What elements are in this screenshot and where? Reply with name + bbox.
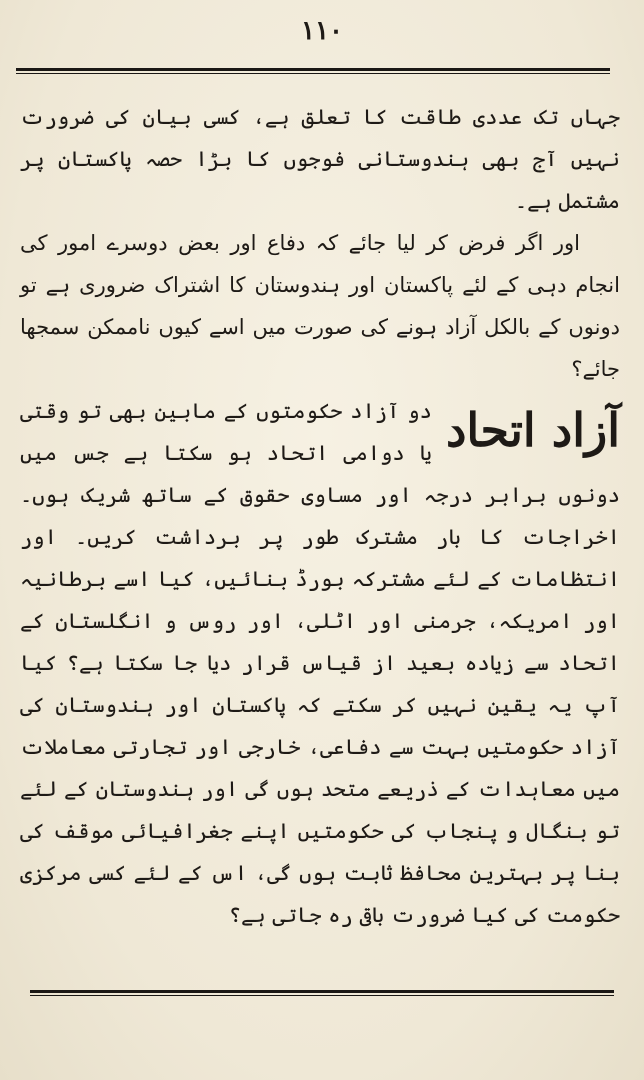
header-rule xyxy=(16,68,610,74)
footer-rule xyxy=(30,990,614,996)
paragraph-2: اور اگر فرض کر لیا جائے کہ دفاع اور بعض دوسرے امور کی انجام دہی کے لئے پاکستان اور ہندوستان کا اشتراک ضروری ہے تو دونوں کے بالکل آزاد ہونے کی صورت میں اسے کیوں ناممکن سمجھا جائے؟ xyxy=(20,231,620,381)
paragraph-1: جہاں تک عددی طاقت کا تعلق ہے، کسی بیان کی ضرورت نہیں آج بھی ہندوستانی فوجوں کا بڑا حصہ پاکستان پر مشتمل ہے۔ xyxy=(20,105,620,213)
page-body xyxy=(20,96,620,936)
page-number: ۱۱۰ xyxy=(301,16,343,46)
section-heading: آزاد اتحاد xyxy=(445,403,620,457)
paragraph-3: دو آزاد حکومتوں کے مابین بھی تو وقتی یا دوامی اتحاد ہو سکتا ہے جس میں دونوں برابر درجہ اور مساوی حقوق کے ساتھ شریک ہوں۔ اخراجات کا بار مشترک طور پر برداشت کریں۔ اور انتظامات کے لئے مشترکہ بورڈ بنائیں، کیا اسے برطانیہ اور امریکہ، جرمنی اور اٹلی، اور روس و انگلستان کے اتحاد سے زیادہ بعید از قیاس قرار دیا جا سکتا ہے؟ کیا آپ یہ یقین نہیں کر سکتے کہ پاکستان اور ہندوستان کی آزاد حکومتیں بہت سے دفاعی، خارجی اور تجارتی معاملات میں معاہدات کے ذریعے متحد ہوں گی اور ہندوستان کے لئے تو بنگال و پنجاب کی حکومتیں اپنے جغرافیائی موقف کی بنا پر بہترین محافظ ثابت ہوں گی، اس کے لئے کسی مرکزی حکومت کی کیا ضرورت باقی رہ جاتی ہے؟ xyxy=(20,399,620,927)
